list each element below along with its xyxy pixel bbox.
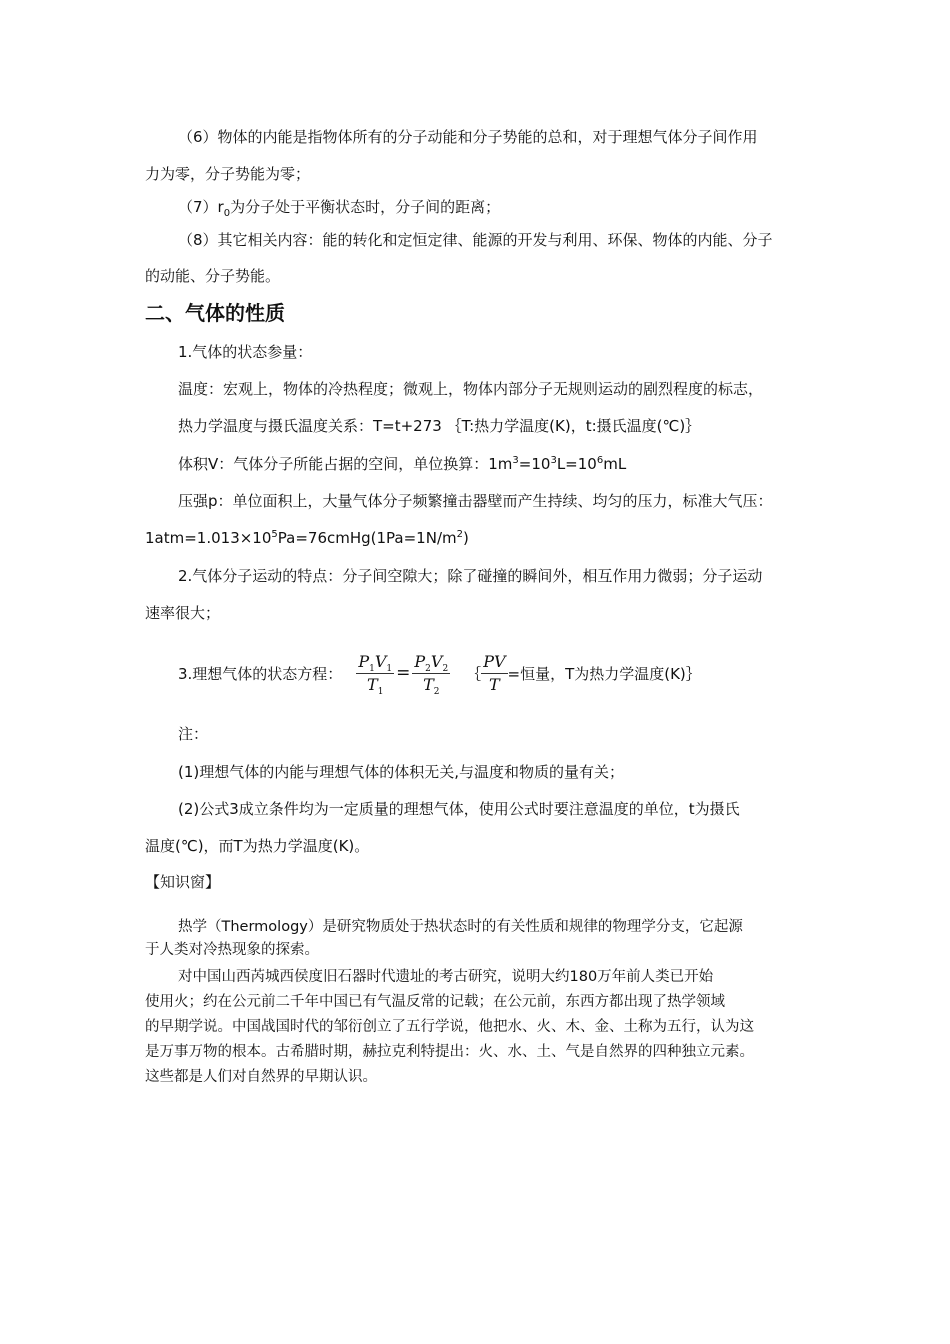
volume-suffix: mL xyxy=(603,455,627,473)
temperature-relation: 热力学温度与摄氏温度关系：T=t+273 ｛T:热力学温度(K)，t:摄氏温度(℃)｝ xyxy=(178,417,701,435)
volume-mid2: L=10 xyxy=(556,455,597,473)
atm-line xyxy=(145,528,469,548)
atm-sup1: 5 xyxy=(271,529,278,540)
fraction-pv-t xyxy=(481,651,507,696)
sub-p1: 1 xyxy=(369,663,375,674)
atm-sup2: 2 xyxy=(456,529,463,540)
equals-sign: = xyxy=(396,663,411,683)
note1: (1)理想气体的内能与理想气体的体积无关,与温度和物质的量有关； xyxy=(178,763,625,781)
volume-sup3: 6 xyxy=(596,455,604,466)
fraction-pv-numerator: PV xyxy=(481,651,507,674)
sub-t1: 1 xyxy=(377,686,384,697)
motion-line1: 2.气体分子运动的特点：分子间空隙大；除了碰撞的瞬间外，相互作用力微弱；分子运动 xyxy=(178,567,763,585)
volume-prefix: 体积V：气体分子所能占据的空间，单位换算：1m xyxy=(178,455,513,473)
knowledge-para2-line1: 对中国山西芮城西侯度旧石器时代遗址的考古研究，说明大约180万年前人类已开始 xyxy=(178,969,714,985)
fraction-rhs-denominator: $T_2$ xyxy=(423,674,440,697)
item6-line1: （6）物体的内能是指物体所有的分子动能和分子势能的总和，对于理想气体分子间作用 xyxy=(178,128,758,146)
volume-line xyxy=(178,454,626,474)
state-equation-suffix: =恒量，T为热力学温度(K)｝ xyxy=(507,664,701,683)
fraction-rhs-numerator: $P_2V_2$ xyxy=(414,651,449,674)
knowledge-para2-line3: 的早期学说。中国战国时代的邹衍创立了五行学说，他把水、火、木、金、土称为五行，认为这 xyxy=(145,1019,754,1035)
knowledge-para1-line2: 于人类对冷热现象的探索。 xyxy=(145,942,319,958)
item8-line2: 的动能、分子势能。 xyxy=(145,267,281,285)
motion-line2: 速率很大； xyxy=(145,604,221,622)
item7-line xyxy=(178,197,500,217)
volume-mid1: =10 xyxy=(518,455,551,473)
atm-mid: Pa=76cmHg(1Pa=1N/m xyxy=(277,529,457,547)
note2-line2: 温度(℃)，而T为热力学温度(K)。 xyxy=(145,837,370,855)
item6-line2: 力为零，分子势能为零； xyxy=(145,165,311,183)
item8-line1: （8）其它相关内容：能的转化和定恒定律、能源的开发与利用、环保、物体的内能、分子 xyxy=(178,231,773,249)
item7-prefix: （7）r xyxy=(178,198,224,216)
fraction-pv-denominator: T xyxy=(489,674,500,694)
note-label: 注： xyxy=(178,725,209,743)
knowledge-para1-line1: 热学（Thermology）是研究物质处于热状态时的有关性质和规律的物理学分支，它起源 xyxy=(178,919,743,935)
item7-subscript: 0 xyxy=(223,208,231,219)
fraction-rhs xyxy=(412,651,450,696)
sub-t2: 2 xyxy=(433,686,440,697)
volume-sup1: 3 xyxy=(512,455,519,466)
pressure-line: 压强p：单位面积上，大量气体分子频繁撞击器壁而产生持续、均匀的压力，标准大气压： xyxy=(178,492,773,510)
atm-suffix: ) xyxy=(463,529,469,547)
knowledge-window-title: 【知识窗】 xyxy=(145,873,221,891)
knowledge-para2-line5: 这些都是人们对自然界的早期认识。 xyxy=(145,1069,377,1085)
temperature-line: 温度：宏观上，物体的冷热程度；微观上，物体内部分子无规则运动的剧烈程度的标志， xyxy=(178,380,764,398)
brace-open: ｛ xyxy=(466,664,482,683)
atm-prefix: 1atm=1.013×10 xyxy=(145,529,272,547)
sub-v1: 1 xyxy=(386,663,393,674)
sub-v2: 2 xyxy=(442,663,449,674)
gas-state-params-title: 1.气体的状态参量： xyxy=(178,343,313,361)
fraction-lhs xyxy=(356,651,394,696)
volume-sup2: 3 xyxy=(550,455,557,466)
fraction-lhs-numerator: $P_1V_1$ xyxy=(358,651,393,674)
knowledge-para2-line4: 是万事万物的根本。古希腊时期，赫拉克利特提出：火、水、土、气是自然界的四种独立元素。 xyxy=(145,1044,754,1060)
fraction-lhs-denominator: $T_1$ xyxy=(367,674,384,697)
sub-p2: 2 xyxy=(425,663,431,674)
item7-suffix: 为分子处于平衡状态时，分子间的距离； xyxy=(230,198,501,216)
section-heading: 二、气体的性质 xyxy=(145,301,285,325)
state-equation-label: 3.理想气体的状态方程： xyxy=(178,664,343,683)
state-equation-row xyxy=(178,646,701,700)
knowledge-para2-line2: 使用火；约在公元前二千年中国已有气温反常的记载；在公元前，东西方都出现了热学领域 xyxy=(145,994,725,1010)
note2-line1: (2)公式3成立条件均为一定质量的理想气体，使用公式时要注意温度的单位，t为摄氏 xyxy=(178,800,740,818)
